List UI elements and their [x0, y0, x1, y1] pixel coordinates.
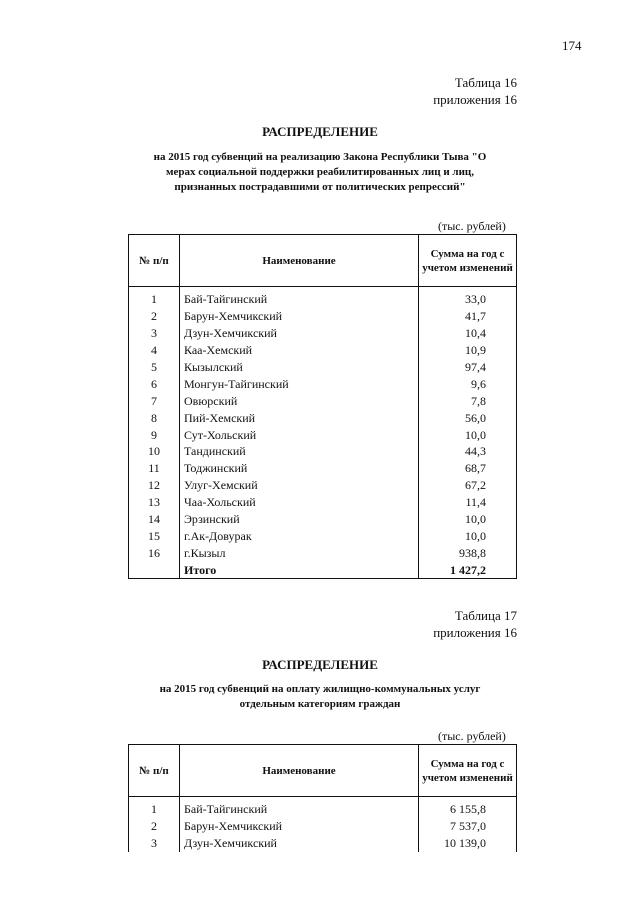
- table-row: [129, 494, 517, 511]
- row-name: Каа-Хемский: [180, 342, 419, 359]
- table-row: [129, 443, 517, 460]
- table16-units: (тыс. рублей): [438, 219, 506, 233]
- row-name: Дзун-Хемчикский: [180, 325, 419, 342]
- row-value: 10,0: [419, 511, 517, 528]
- table17-header-sum: Сумма на год с учетом изменений: [419, 745, 517, 797]
- row-value: 97,4: [419, 359, 517, 376]
- row-num: 3: [129, 835, 180, 852]
- table-row: [129, 409, 517, 426]
- table16-heading: РАСПРЕДЕЛЕНИЕ: [262, 124, 378, 139]
- row-name: Барун-Хемчикский: [180, 308, 419, 325]
- row-num: 3: [129, 325, 180, 342]
- table16-subtitle-line3: признанных пострадавшими от политических репрессий": [174, 181, 466, 193]
- row-name: Сут-Хольский: [180, 426, 419, 443]
- row-value: 7 537,0: [419, 818, 517, 835]
- table16-subtitle-line2: мерах социальной поддержки реабилитированных лиц и лиц,: [165, 166, 475, 178]
- row-num: 2: [129, 818, 180, 835]
- row-value: 11,4: [419, 494, 517, 511]
- row-name: Бай-Тайгинский: [180, 797, 419, 818]
- row-name: г.Ак-Довурак: [180, 527, 419, 544]
- row-num: 13: [129, 494, 180, 511]
- row-num: 11: [129, 460, 180, 477]
- row-value: 938,8: [419, 544, 517, 561]
- row-name: Чаа-Хольский: [180, 494, 419, 511]
- table16-header-name: Наименование: [180, 235, 419, 287]
- row-value: 33,0: [419, 287, 517, 308]
- row-num: 1: [129, 287, 180, 308]
- row-value: 7,8: [419, 392, 517, 409]
- row-value: 44,3: [419, 443, 517, 460]
- row-name: Тандинский: [180, 443, 419, 460]
- table-row: [129, 287, 517, 308]
- table16-ref-line2: приложения 16: [433, 92, 517, 107]
- row-num: 9: [129, 426, 180, 443]
- table16-ref-line1: Таблица 16: [454, 75, 517, 90]
- row-value: 56,0: [419, 409, 517, 426]
- row-name: Улуг-Хемский: [180, 477, 419, 494]
- table16-subtitle-line1: на 2015 год субвенций на реализацию Закона Республики Тыва "О: [153, 151, 487, 163]
- table-row: [129, 375, 517, 392]
- row-value: 67,2: [419, 477, 517, 494]
- table17-ref-line1: Таблица 17: [454, 608, 517, 623]
- total-num: [129, 561, 180, 578]
- row-num: 6: [129, 375, 180, 392]
- row-value: 41,7: [419, 308, 517, 325]
- table17-units: (тыс. рублей): [438, 729, 506, 743]
- row-name: Барун-Хемчикский: [180, 818, 419, 835]
- row-name: Тоджинский: [180, 460, 419, 477]
- table-row: [129, 460, 517, 477]
- row-value: 10 139,0: [419, 835, 517, 852]
- row-name: Монгун-Тайгинский: [180, 375, 419, 392]
- table-row: [129, 359, 517, 376]
- table-row: [129, 818, 517, 835]
- total-value: 1 427,2: [419, 561, 517, 578]
- row-num: 14: [129, 511, 180, 528]
- table-row: [129, 308, 517, 325]
- row-value: 10,4: [419, 325, 517, 342]
- row-value: 10,9: [419, 342, 517, 359]
- table-row: [129, 527, 517, 544]
- table17-subtitle: [120, 682, 520, 712]
- row-value: 68,7: [419, 460, 517, 477]
- row-value: 6 155,8: [419, 797, 517, 818]
- table-row: [129, 511, 517, 528]
- table17-reference: [317, 607, 517, 641]
- table-row: [129, 797, 517, 818]
- row-value: 9,6: [419, 375, 517, 392]
- total-row: [129, 561, 517, 578]
- row-num: 15: [129, 527, 180, 544]
- row-name: Пий-Хемский: [180, 409, 419, 426]
- row-num: 16: [129, 544, 180, 561]
- row-name: г.Кызыл: [180, 544, 419, 561]
- row-num: 2: [129, 308, 180, 325]
- table16: [128, 234, 517, 579]
- row-name: Бай-Тайгинский: [180, 287, 419, 308]
- row-name: Овюрский: [180, 392, 419, 409]
- row-num: 10: [129, 443, 180, 460]
- table-row: [129, 544, 517, 561]
- table-row: [129, 325, 517, 342]
- table17-header-name: Наименование: [180, 745, 419, 797]
- table16-subtitle: [120, 150, 520, 195]
- row-value: 10,0: [419, 426, 517, 443]
- total-label: Итого: [180, 561, 419, 578]
- row-name: Кызылский: [180, 359, 419, 376]
- table17-heading: РАСПРЕДЕЛЕНИЕ: [262, 657, 378, 672]
- table17-subtitle-line1: на 2015 год субвенций на оплату жилищно-коммунальных услуг: [159, 683, 481, 695]
- table17: [128, 744, 517, 852]
- table17-header-num: № п/п: [129, 745, 180, 797]
- table16-reference: [317, 74, 517, 108]
- row-num: 12: [129, 477, 180, 494]
- table-row: [129, 477, 517, 494]
- table16-header-num: № п/п: [129, 235, 180, 287]
- page-number: 174: [562, 38, 582, 53]
- row-num: 1: [129, 797, 180, 818]
- row-num: 7: [129, 392, 180, 409]
- row-value: 10,0: [419, 527, 517, 544]
- table-row: [129, 426, 517, 443]
- table16-header-sum: Сумма на год с учетом изменений: [419, 235, 517, 287]
- table-row: [129, 342, 517, 359]
- row-num: 4: [129, 342, 180, 359]
- table17-ref-line2: приложения 16: [433, 625, 517, 640]
- row-name: Эрзинский: [180, 511, 419, 528]
- table-row: [129, 392, 517, 409]
- row-name: Дзун-Хемчикский: [180, 835, 419, 852]
- row-num: 5: [129, 359, 180, 376]
- row-num: 8: [129, 409, 180, 426]
- table-row: [129, 835, 517, 852]
- table17-subtitle-line2: отдельным категориям граждан: [239, 698, 401, 710]
